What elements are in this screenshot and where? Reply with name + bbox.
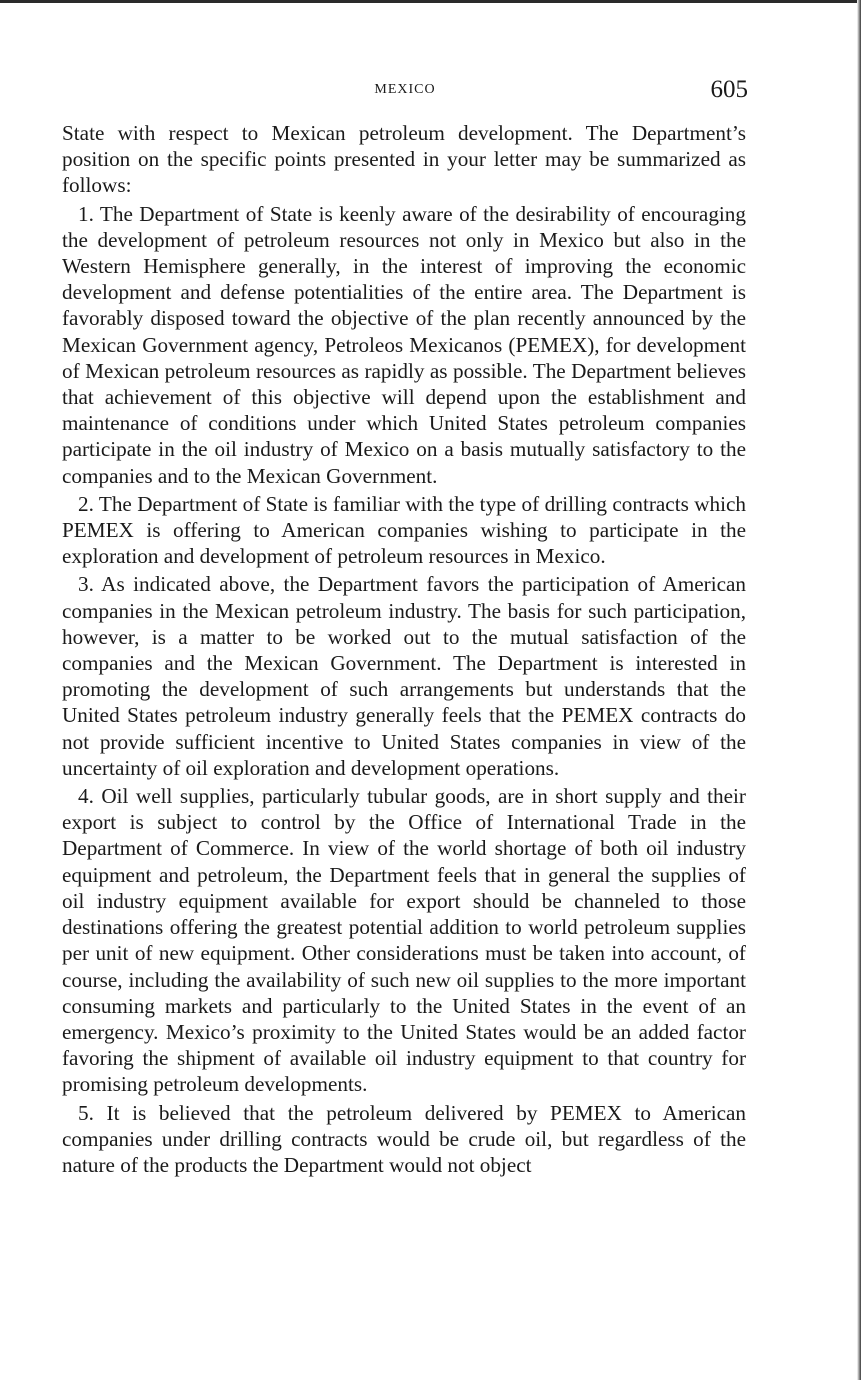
page-number: 605 [710,76,748,103]
page-body [62,120,746,1180]
paragraph-point-1: 1. The Department of State is keenly aware of the desirability of encouraging the development of petroleum resources not only in Mexico but also in the Western Hemisphere generally, in the interest of improving the economic development and defense potentialities of the entire area. The Department is favorably disposed toward the objective of the plan recently announced by the Mexican Government agency, Petroleos Mexicanos (PEMEX), for development of Mexican petroleum resources as rapidly as possible. The Department believes that achievement of this objective will depend upon the establishment and maintenance of conditions under which United States petroleum companies participate in the oil industry of Mexico on a basis mutually satisfactory to the companies and to the Mexican Government. [62,201,746,488]
paragraph-point-5: 5. It is believed that the petroleum delivered by PEMEX to American companies under drilling contracts would be crude oil, but regardless of the nature of the products the Department would not object [62,1100,746,1177]
page-edge-shadow [857,0,861,1380]
paragraph-point-2: 2. The Department of State is familiar with the type of drilling contracts which PEMEX is offering to American companies wishing to participate in the exploration and development of petroleum resources in Mexico. [62,491,746,569]
page-header [62,78,748,108]
running-head: MEXICO [374,82,436,97]
paragraph-intro: State with respect to Mexican petroleum development. The Department’s position on the specific points presented in your letter may be summarized as follows: [62,121,746,198]
top-border-rule [0,0,861,3]
paragraph-point-4: 4. Oil well supplies, particularly tubular goods, are in short supply and their export is subject to control by the Office of International Trade in the Department of Commerce. In view of the world shortage of both oil industry equipment and petroleum, the Department feels that in general the supplies of oil industry equipment available for export should be channeled to those destinations offering the greatest potential addition to world petroleum supplies per unit of new equipment. Other considerations must be taken into account, of course, including the availability of such new oil supplies to the more important consuming markets and particularly to the United States in the event of an emergency. Mexico’s proximity to the United States would be an added factor favoring the shipment of available oil industry equipment to that country for promising petroleum developments. [62,784,746,1097]
paragraph-point-3: 3. As indicated above, the Department favors the participation of American companies in the Mexican petroleum industry. The basis for such participation, however, is a matter to be worked out to the mutual satisfaction of the companies and the Mexican Government. The Department is interested in promoting the development of such arrangements but understands that the United States petroleum industry generally feels that the PEMEX contracts do not provide sufficient incentive to United States companies in view of the uncertainty of oil exploration and development operations. [62,572,746,780]
